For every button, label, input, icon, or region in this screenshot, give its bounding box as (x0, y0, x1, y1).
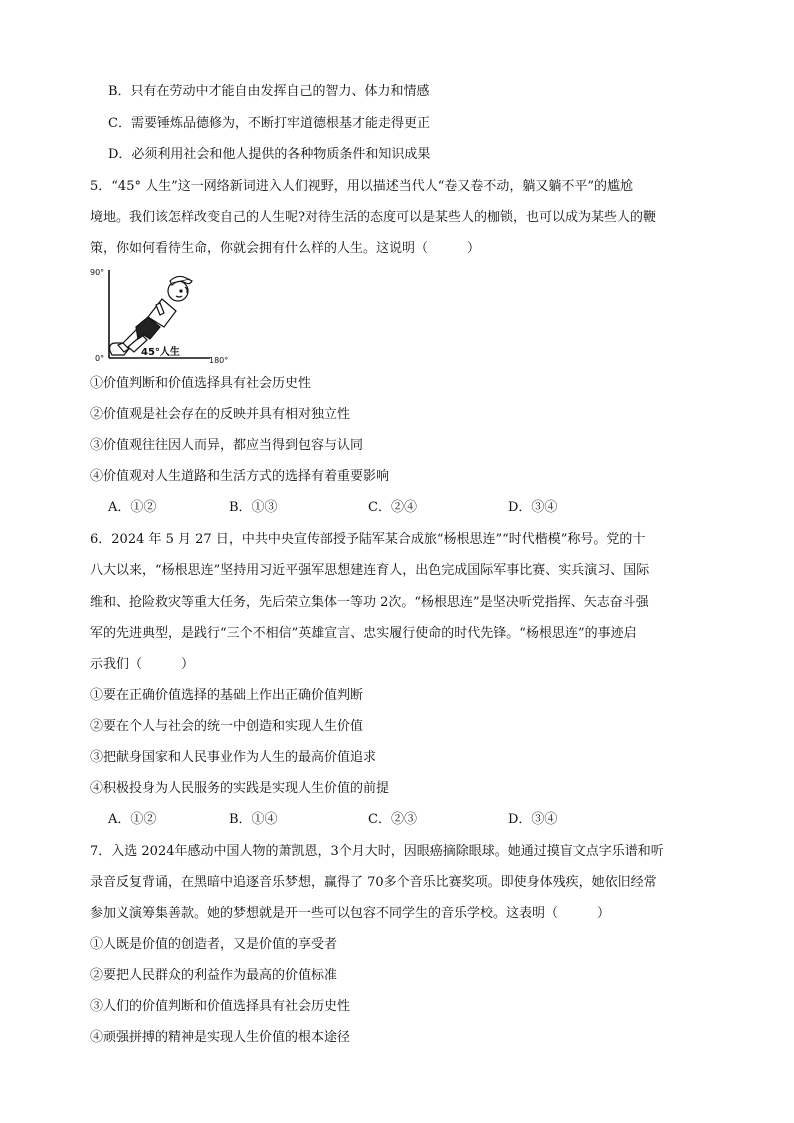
q5-stem-line-3: 策，你如何看待生命，你就会拥有什么样的人生。这说明（ ） (90, 241, 481, 256)
q6-choice-a: A．①② (108, 812, 157, 827)
q6-stem-line-4: 军的先进典型，是践行“三个不相信”英雄宣言、忠实履行使命的时代先锋。“杨根思连”的事迹启 (90, 626, 637, 641)
q7-statement-3: ③人们的价值判断和价值选择具有社会历史性 (90, 999, 351, 1014)
q6-stem-line-1: 6．2024 年 5 月 27 日，中共中央宣传部授予陆军某合成旅“杨根思连”“时代楷模”称号。党的十 (90, 532, 646, 547)
q6-stem-line-5: 示我们（ ） (90, 657, 195, 672)
q6-statement-4: ④积极投身为人民服务的实践是实现人生价值的前提 (90, 781, 390, 796)
q6-statement-1: ①要在正确价值选择的基础上作出正确价值判断 (90, 688, 364, 703)
figure-label-0: 0° (95, 354, 105, 363)
q6-choice-b: B．①④ (229, 812, 278, 827)
q5-stem-line-2: 境地。我们该怎样改变自己的人生呢?对待生活的态度可以是某些人的枷锁，也可以成为某些人的鞭 (90, 210, 656, 225)
q4-option-c: C．需要锤炼品德修为，不断打牢道德根基才能走得更正 (108, 116, 430, 131)
figure-caption: 45°人生 (141, 347, 180, 358)
q6-choice-c: C．②③ (368, 812, 417, 827)
q5-statement-2: ②价值观是社会存在的反映并具有相对独立性 (90, 407, 351, 422)
q5-stem-line-1: 5．“45° 人生”这一网络新词进入人们视野，用以描述当代人“卷又卷不动，躺又躺不平”的尴尬 (90, 179, 634, 194)
q5-choice-c: C．②④ (368, 500, 417, 515)
q6-choice-d: D．③④ (508, 812, 558, 827)
q5-choice-b: B．①③ (229, 500, 278, 515)
figure-label-180: 180° (209, 356, 229, 365)
q7-stem-line-2: 录音反复背诵，在黑暗中追逐音乐梦想，赢得了 70多个音乐比赛奖项。即使身体残疾，她依旧经常 (90, 875, 657, 890)
q6-statement-2: ②要在个人与社会的统一中创造和实现人生价值 (90, 719, 364, 734)
q4-option-d: D．必须利用社会和他人提供的各种物质条件和知识成果 (108, 147, 431, 162)
q5-choice-a: A．①② (108, 500, 157, 515)
q6-stem-line-2: 八大以来，“杨根思连”坚持用习近平强军思想建连育人，出色完成国际军事比赛、实兵演习、国际 (90, 563, 650, 578)
q5-statement-4: ④价值观对人生道路和生活方式的选择有着重要影响 (90, 469, 390, 484)
q5-choice-d: D．③④ (508, 500, 558, 515)
reclining-person-illustration (110, 276, 192, 355)
q7-stem-line-1: 7．入选 2024年感动中国人物的萧凯恩，3个月大时，因眼癌摘除眼球。她通过摸盲文点字乐谱和听 (90, 844, 664, 859)
q5-statement-3: ③价值观往往因人而异，都应当得到包容与认同 (90, 438, 364, 453)
figure-label-90: 90° (90, 268, 105, 277)
q7-statement-1: ①人既是价值的创造者，又是价值的享受者 (90, 937, 338, 952)
q7-statement-4: ④顽强拼搏的精神是实现人生价值的根本途径 (90, 1030, 351, 1045)
q4-option-b: B．只有在劳动中才能自由发挥自己的智力、体力和情感 (108, 84, 430, 99)
q5-figure-45-degree-life (90, 265, 240, 365)
q7-stem-line-3: 参加义演筹集善款。她的梦想就是开一些可以包容不同学生的音乐学校。这表明（ ） (90, 906, 611, 921)
q6-statement-3: ③把献身国家和人民事业作为人生的最高价值追求 (90, 750, 377, 765)
q5-statement-1: ①价值判断和价值选择具有社会历史性 (90, 376, 312, 391)
q6-stem-line-3: 维和、抢险救灾等重大任务，先后荣立集体一等功 2次。“杨根思连”是坚决听党指挥、矢志奋斗强 (90, 595, 649, 610)
q7-statement-2: ②要把人民群众的利益作为最高的价值标准 (90, 968, 338, 983)
